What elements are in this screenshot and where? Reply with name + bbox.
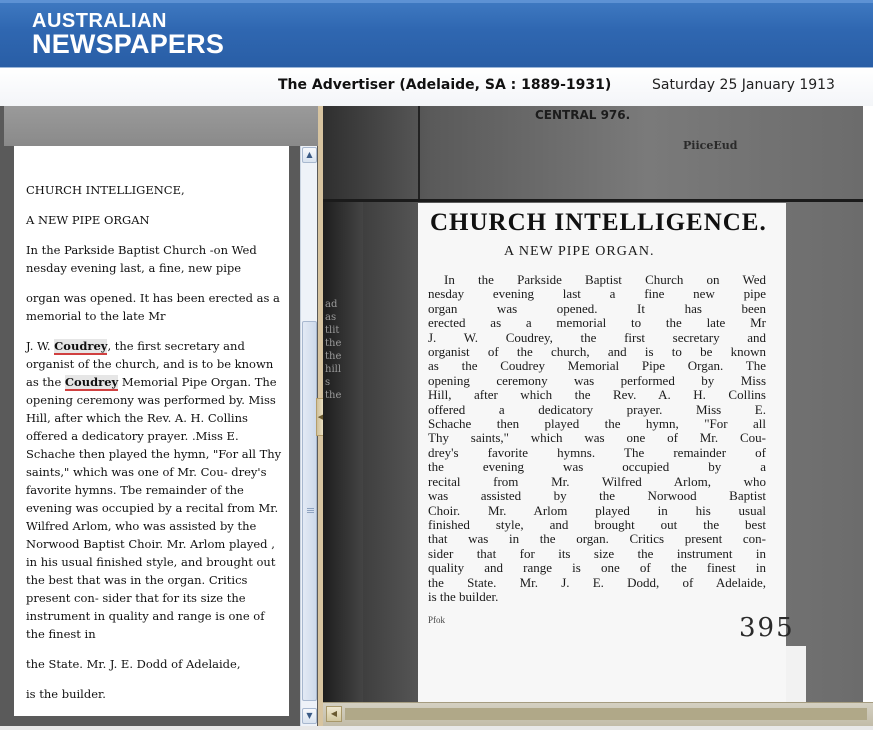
scan-text-line: In the Parkside Baptist Church on Wed (444, 273, 766, 287)
scan-text-line: J. W. Coudrey, the first secretary and (428, 330, 766, 345)
collapse-panel-icon[interactable]: ◀ (316, 398, 325, 436)
article-paragraph (26, 337, 284, 643)
scan-text-line: Schache then played the hymn, "For all (428, 417, 766, 432)
scroll-up-icon[interactable]: ▲ (302, 147, 317, 163)
scan-text-line: organist of the church, and is to be known (428, 345, 766, 360)
article-paragraph: the State. Mr. J. E. Dodd of Adelaide, (26, 657, 241, 671)
scan-adjacent-column (323, 202, 363, 702)
scan-text-line: quality and range is one of the finest in (428, 561, 766, 576)
scan-top-label: CENTRAL 976. (535, 108, 631, 122)
scan-article-heading: CHURCH INTELLIGENCE. (430, 209, 767, 236)
ocr-text-panel (0, 106, 318, 730)
scrollbar-track[interactable] (345, 708, 867, 720)
scan-text-line: was assisted by the Norwood Baptist (428, 489, 766, 504)
text-vertical-scrollbar[interactable] (300, 146, 317, 726)
scan-footer-text: Pfok (428, 615, 446, 625)
scan-text-line: Hill, after which the Rev. A. H. Collins (428, 388, 766, 403)
issue-date: Saturday 25 January 1913 (652, 77, 835, 93)
site-banner (0, 0, 873, 68)
scan-text-line: that was in the organ. Critics present con- (428, 532, 766, 547)
scan-text-line: erected as a memorial to the late Mr (428, 316, 766, 331)
image-horizontal-scrollbar[interactable] (323, 702, 873, 726)
article-paragraph: In the Parkside Baptist Church -on Wed nesday evening last, a fine, new pipe (26, 243, 257, 275)
banner-top-stripe (0, 0, 873, 3)
scan-article-body (428, 273, 766, 604)
ocr-panel-header (4, 106, 318, 146)
scan-text-line: organ was opened. It has been (428, 301, 766, 316)
scan-page-margin (786, 646, 806, 702)
scan-text-line: opening ceremony was performed by Miss (428, 373, 766, 388)
scan-text-line: nesday evening last a fine new pipe (428, 287, 766, 302)
scan-text-line: finished style, and brought out the best (428, 517, 766, 532)
scan-text-line: sider that for its size the instrument in (428, 546, 766, 561)
scroll-left-icon[interactable]: ◀ (326, 706, 342, 722)
article-heading: CHURCH INTELLIGENCE, (26, 183, 185, 197)
scan-text-line: the State. Mr. J. E. Dodd, of Adelaide, (428, 575, 766, 590)
scrollbar-grip (307, 508, 314, 509)
ocr-article-text (26, 181, 284, 715)
search-term-highlight[interactable]: Coudrey (54, 339, 108, 353)
scan-text-line: recital from Mr. Wilfred Arlom, who (428, 474, 766, 489)
scan-text-line: as the Coudrey Memorial Pipe Organ. The (428, 359, 766, 374)
scan-text-line: drey's favorite hymns. The remainder of (428, 445, 766, 460)
text-fragment: J. W. (26, 339, 55, 353)
newspaper-title: The Advertiser (Adelaide, SA : 1889-1931) (278, 77, 612, 93)
scan-article-subheading: A NEW PIPE ORGAN. (504, 244, 655, 259)
newspaper-title-bar (0, 68, 873, 106)
scan-corner-label: PiiceEud (683, 139, 738, 152)
ocr-text-box[interactable] (14, 146, 289, 716)
scan-adjacent-words: ad as tlit the the hill s the (325, 299, 342, 401)
scrollbar-thumb[interactable] (302, 321, 317, 701)
scan-text-line: Choir. Mr. Arlom played in his usual (428, 503, 766, 518)
article-paragraph: organ was opened. It has been erected as a memorial to the late Mr (26, 291, 280, 323)
highlighted-article-scan[interactable] (418, 203, 786, 730)
bottom-edge (0, 726, 873, 730)
scan-horizontal-rule (323, 199, 863, 202)
article-subheading: A NEW PIPE ORGAN (26, 213, 150, 227)
viewer-right-margin (863, 106, 873, 702)
scan-text-line: is the builder. (428, 589, 499, 604)
site-logo-top[interactable]: AUSTRALIAN (32, 10, 167, 32)
scan-text-line: offered a dedicatory prayer. Miss E. (428, 402, 766, 417)
scroll-down-icon[interactable]: ▼ (302, 708, 317, 724)
site-logo-bottom[interactable]: NEWSPAPERS (32, 29, 225, 59)
scan-page-number: 395 (739, 613, 795, 643)
article-paragraph: is the builder. (26, 687, 106, 701)
scan-column-rule (418, 106, 420, 202)
scan-text-line: Thy saints," which was one of Mr. Cou- (428, 431, 766, 446)
text-fragment: , the first secretary and organist of the church, and is to be known as the (26, 339, 274, 389)
text-fragment: Memorial Pipe Organ. The opening ceremony was performed by. Miss Hill, after which the Rev. A. H. Collins offered a dedicatory prayer. .Miss E. Schache then played the hymn, "For all Thy saints," which was one of Mr. Cou- drey's favorite hymns. Tbe remainder of the evening was occupied by a recital from Mr. Wilfred Arlom, who was assisted by the Norwood Baptist Choir. Mr. Arlom played , in his usual finished style, and brought out the best that was in the organ. Critics present con- sider that for its size the instrument in quality and range is one of the finest in (26, 375, 282, 641)
page-image-viewer[interactable] (323, 106, 863, 702)
search-term-highlight[interactable]: Coudrey (64, 375, 119, 389)
scan-text-line: the evening was occupied by a (428, 460, 766, 475)
